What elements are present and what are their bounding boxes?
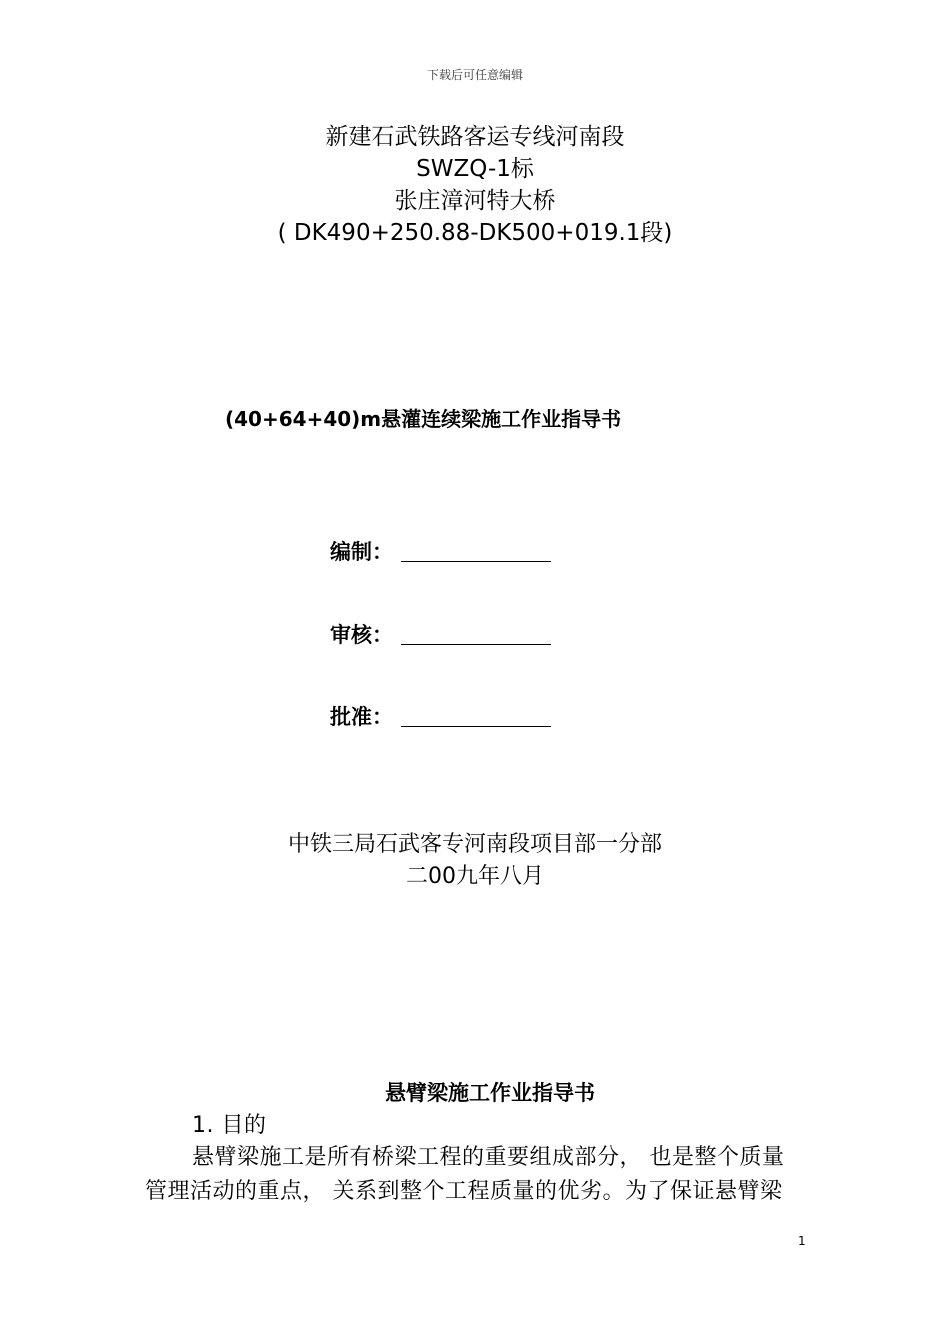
page-number: 1 [798,1234,806,1248]
document-title: (40+64+40)m悬灌连续梁施工作业指导书 [225,407,622,431]
chainage-range: ( DK490+250.88-DK500+019.1段) [277,220,673,246]
project-title: 新建石武铁路客运专线河南段 [325,124,625,150]
signature-reviewed [330,619,551,649]
signature-blank-line [401,541,551,562]
header-note: 下载后可任意编辑 [426,68,523,82]
signature-label: 审核： [330,623,393,647]
paragraph-line-2: 管理活动的重点， 关系到整个工程质量的优劣。为了保证悬臂梁 [145,1179,783,1204]
signature-blank-line [401,624,551,645]
signature-label: 编制： [330,540,393,564]
contract-section: SWZQ-1标 [416,156,534,182]
signature-blank-line [401,706,551,727]
signature-compiled [330,536,551,566]
section-heading: 1. 目的 [192,1113,267,1138]
signature-approved [330,701,551,731]
section-title: 悬臂梁施工作业指导书 [385,1081,595,1105]
bridge-name: 张庄漳河特大桥 [394,188,556,214]
paragraph-line-1: 悬臂梁施工是所有桥梁工程的重要组成部分， 也是整个质量 [192,1145,785,1170]
document-date: 二00九年八月 [406,864,544,889]
signature-label: 批准： [330,705,393,729]
organization-name: 中铁三局石武客专河南段项目部一分部 [287,832,662,857]
